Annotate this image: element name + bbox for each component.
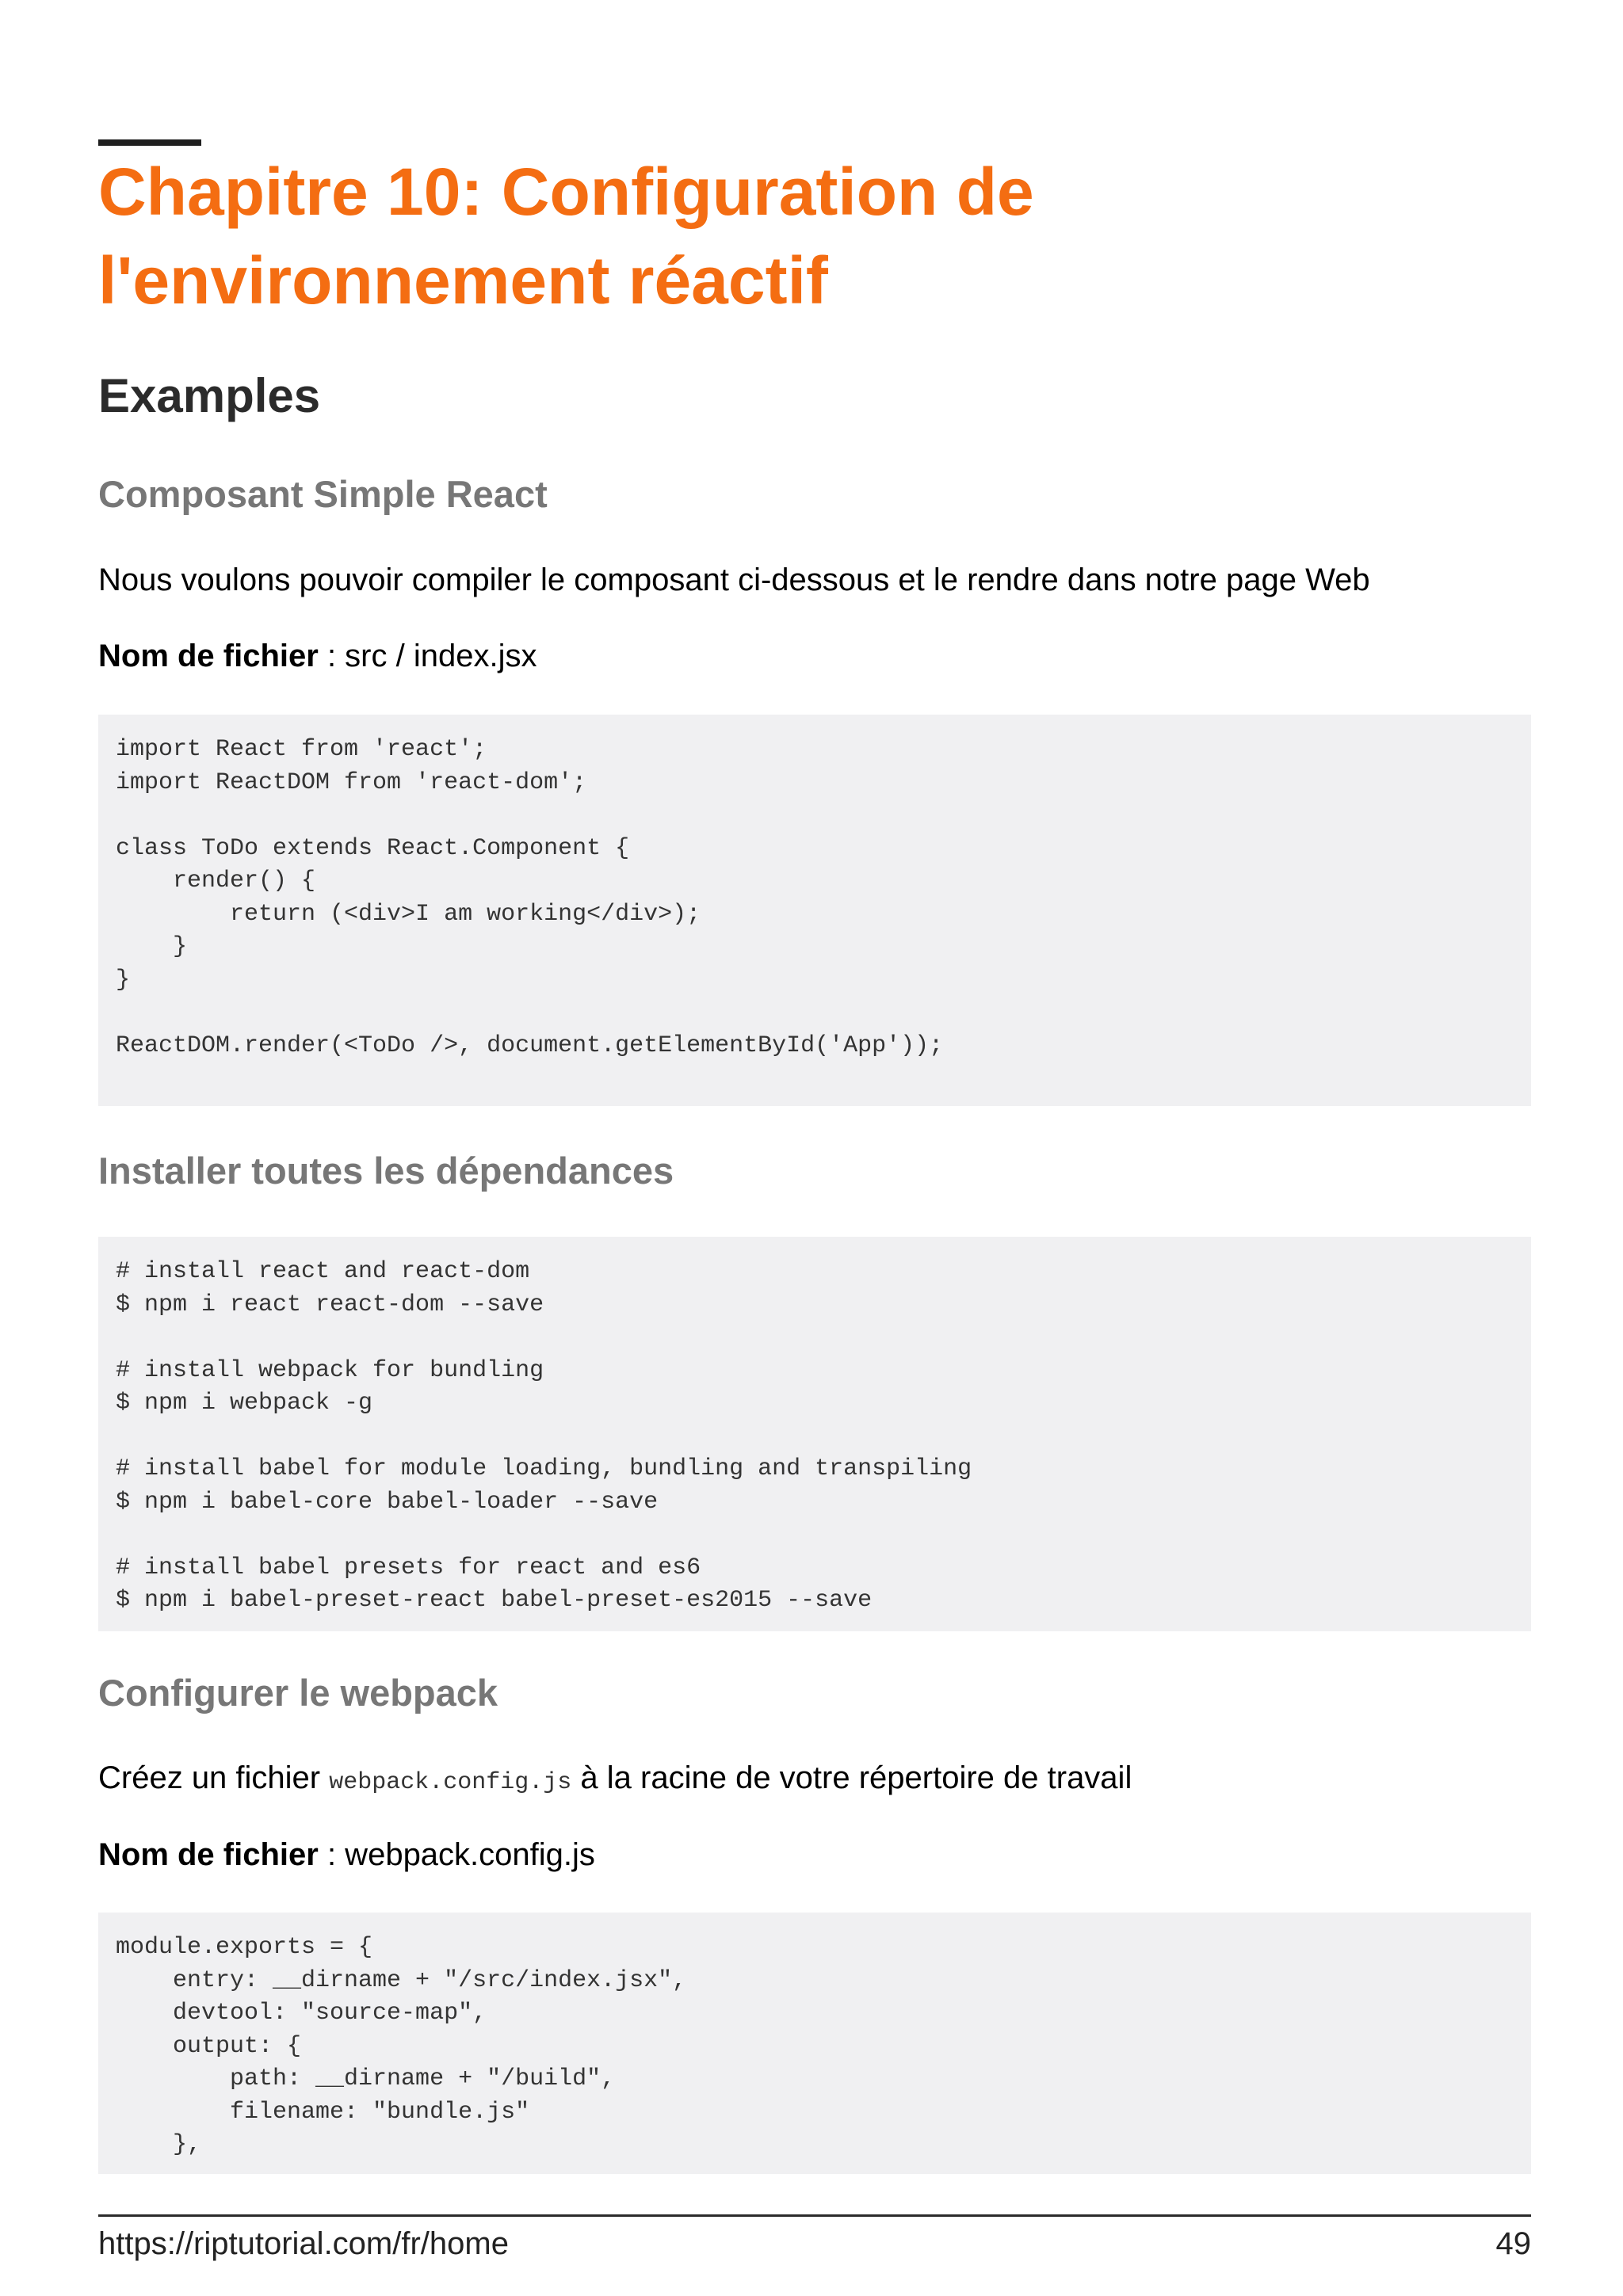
code-index-jsx: import React from 'react'; import ReactDOM from 'react-dom'; class ToDo extends React.Component { render() { return (<div>I am working</div>); } } ReactDOM.render(<ToDo />, document.getElementById('App')); bbox=[116, 736, 944, 1059]
filename-value: : src / index.jsx bbox=[318, 639, 537, 673]
code-webpack-config: module.exports = { entry: __dirname + "/src/index.jsx", devtool: "source-map", output: { path: __dirname + "/build", filename: "bundle.js" }, bbox=[116, 1934, 687, 2158]
filename-value: : webpack.config.js bbox=[318, 1837, 595, 1872]
filename-label: Nom de fichier bbox=[98, 1837, 319, 1872]
code-block-install-deps bbox=[98, 1237, 1531, 1631]
code-install-deps: # install react and react-dom $ npm i react react-dom --save # install webpack for bundling $ npm i webpack -g # install babel for module loading, bundling and transpiling $ npm i babel-core babel-loader --save # install babel presets for react and es6 $ npm i babel-preset-react babel-preset-es2015 --save bbox=[116, 1258, 972, 1614]
simple-component-filename bbox=[98, 635, 537, 677]
footer-page-number: 49 bbox=[1495, 2226, 1531, 2261]
heading-install-deps: Installer toutes les dépendances bbox=[98, 1150, 674, 1192]
webpack-intro-inline-code: webpack.config.js bbox=[329, 1769, 572, 1796]
chapter-top-rule bbox=[98, 139, 201, 146]
filename-label: Nom de fichier bbox=[98, 639, 319, 673]
simple-component-intro: Nous voulons pouvoir compiler le composant ci-dessous et le rendre dans notre page Web bbox=[98, 563, 1370, 597]
chapter-title-line-2: l'environnement réactif bbox=[98, 243, 828, 318]
heading-simple-component: Composant Simple React bbox=[98, 473, 548, 515]
chapter-title-line-1: Chapitre 10: Configuration de bbox=[98, 154, 1034, 229]
webpack-config-filename bbox=[98, 1834, 595, 1875]
webpack-intro-before: Créez un fichier bbox=[98, 1760, 330, 1795]
code-block-index-jsx bbox=[98, 715, 1531, 1106]
webpack-config-intro bbox=[98, 1757, 1132, 1803]
webpack-intro-after: à la racine de votre répertoire de travail bbox=[571, 1760, 1132, 1795]
document-page bbox=[98, 0, 1531, 2296]
footer-url-link[interactable]: https://riptutorial.com/fr/home bbox=[98, 2226, 509, 2261]
chapter-title bbox=[98, 147, 1531, 325]
section-heading-examples: Examples bbox=[98, 369, 321, 422]
heading-webpack-config: Configurer le webpack bbox=[98, 1672, 498, 1714]
code-block-webpack-config bbox=[98, 1913, 1531, 2174]
footer-rule bbox=[98, 2214, 1531, 2217]
